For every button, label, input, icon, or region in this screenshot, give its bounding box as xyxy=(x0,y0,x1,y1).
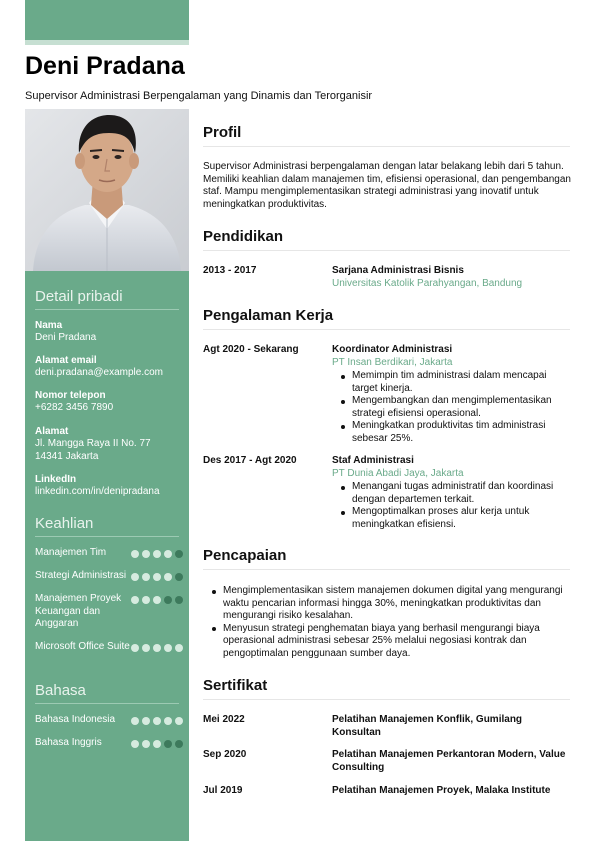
section-heading-certificates: Sertifikat xyxy=(203,677,268,694)
rating-dot-empty xyxy=(175,740,183,748)
certificate-title: Pelatihan Manajemen Perkantoran Modern, Value Consulting xyxy=(332,749,566,773)
list-item: Meningkatkan produktivitas tim administrasi sebesar 25%. xyxy=(332,420,572,445)
rating-dot-filled xyxy=(153,550,161,558)
skill-rating xyxy=(131,550,183,558)
rating-dot-filled xyxy=(153,596,161,604)
list-item: Memimpin tim administrasi dalam mencapai target kinerja. xyxy=(332,370,572,395)
rating-dot-filled xyxy=(153,740,161,748)
rating-dot-empty xyxy=(164,740,172,748)
field-label-email: Alamat email xyxy=(35,355,97,366)
rating-dot-filled xyxy=(164,573,172,581)
education-date: 2013 - 2017 xyxy=(203,265,257,276)
skill-name: Microsoft Office Suite xyxy=(35,641,130,652)
header-accent-block xyxy=(25,0,189,40)
section-divider xyxy=(203,146,570,147)
profile-photo xyxy=(25,109,189,271)
education-institution: Universitas Katolik Parahyangan, Bandung xyxy=(332,278,523,289)
rating-dot-filled xyxy=(131,644,139,652)
languages-divider xyxy=(35,703,179,704)
section-divider xyxy=(203,699,570,700)
experience-company: PT Dunia Abadi Jaya, Jakarta xyxy=(332,468,464,479)
language-name: Bahasa Inggris xyxy=(35,737,102,748)
field-value-name: Deni Pradana xyxy=(35,332,97,343)
skill-rating xyxy=(131,573,183,581)
section-heading-achievements: Pencapaian xyxy=(203,547,287,564)
language-rating xyxy=(131,717,183,725)
rating-dot-filled xyxy=(153,573,161,581)
rating-dot-filled xyxy=(164,644,172,652)
section-divider xyxy=(203,329,570,330)
language-rating xyxy=(131,740,183,748)
certificate-date: Mei 2022 xyxy=(203,714,245,725)
rating-dot-filled xyxy=(131,740,139,748)
certificate-title: Pelatihan Manajemen Konflik, Gumilang Konsultan xyxy=(332,714,523,738)
skills-heading: Keahlian xyxy=(35,515,94,532)
certificate-date: Jul 2019 xyxy=(203,785,243,796)
skill-rating xyxy=(131,644,183,652)
education-degree: Sarjana Administrasi Bisnis xyxy=(332,265,464,276)
rating-dot-filled xyxy=(142,550,150,558)
list-item: Menangani tugas administratif dan koordinasi dengan departemen terkait. xyxy=(332,481,572,506)
achievements-list xyxy=(203,585,571,660)
rating-dot-filled xyxy=(131,550,139,558)
rating-dot-filled xyxy=(131,596,139,604)
rating-dot-filled xyxy=(142,644,150,652)
rating-dot-filled xyxy=(142,740,150,748)
personal-details-heading: Detail pribadi xyxy=(35,288,123,305)
rating-dot-empty xyxy=(175,550,183,558)
rating-dot-filled xyxy=(142,573,150,581)
experience-company: PT Insan Berdikari, Jakarta xyxy=(332,357,453,368)
rating-dot-empty xyxy=(175,596,183,604)
field-value-phone: +6282 3456 7890 xyxy=(35,402,114,413)
list-item: Mengembangkan dan mengimplementasikan strategi efisiensi operasional. xyxy=(332,395,572,420)
experience-date: Des 2017 - Agt 2020 xyxy=(203,455,297,466)
personal-details-divider xyxy=(35,309,179,310)
field-label-linkedin: LinkedIn xyxy=(35,474,77,485)
candidate-tagline: Supervisor Administrasi Berpengalaman yang Dinamis dan Terorganisir xyxy=(25,90,373,102)
profile-summary: Supervisor Administrasi berpengalaman dengan latar belakang lebih dari 5 tahun. Memiliki keahlian dalam manajemen tim, efisiensi operasional, dan pengembangan staf. Mampu mengimplementasikan strategi administrasi yang inovatif untuk meningkatkan produktivitas. xyxy=(203,161,571,210)
rating-dot-filled xyxy=(175,717,183,725)
skill-name: Manajemen Tim xyxy=(35,547,107,558)
skills-divider xyxy=(35,536,179,537)
field-label-phone: Nomor telepon xyxy=(35,390,106,401)
experience-bullets xyxy=(332,481,572,531)
certificate-date: Sep 2020 xyxy=(203,749,247,760)
section-heading-experience: Pengalaman Kerja xyxy=(203,307,334,324)
field-label-name: Nama xyxy=(35,320,63,331)
skill-name: Manajemen Proyek Keuangan dan Anggaran xyxy=(35,593,122,629)
section-heading-profile: Profil xyxy=(203,124,242,141)
skill-rating xyxy=(131,596,183,604)
certificate-title: Pelatihan Manajemen Proyek, Malaka Institute xyxy=(332,785,551,796)
section-divider xyxy=(203,250,570,251)
list-item: Mengimplementasikan sistem manajemen dokumen digital yang mengurangi waktu pencarian informasi hingga 30%, meningkatkan produktivitas dan mengurangi risiko kesalahan. xyxy=(203,585,571,623)
candidate-name: Deni Pradana xyxy=(25,52,185,80)
list-item: Mengoptimalkan proses alur kerja untuk meningkatkan efisiensi. xyxy=(332,506,572,531)
languages-heading: Bahasa xyxy=(35,682,86,699)
rating-dot-filled xyxy=(153,644,161,652)
rating-dot-filled xyxy=(142,596,150,604)
list-item: Menyusun strategi penghematan biaya yang berhasil mengurangi biaya operasional administrasi sebesar 25% melalui negosiasi kontrak dan pengoptimalan penggunaan sumber daya. xyxy=(203,623,571,661)
rating-dot-filled xyxy=(175,644,183,652)
rating-dot-filled xyxy=(142,717,150,725)
experience-role: Staf Administrasi xyxy=(332,455,414,466)
skill-name: Strategi Administrasi xyxy=(35,570,127,581)
language-name: Bahasa Indonesia xyxy=(35,714,116,725)
experience-date: Agt 2020 - Sekarang xyxy=(203,344,299,355)
section-divider xyxy=(203,569,570,570)
rating-dot-empty xyxy=(175,573,183,581)
field-label-address: Alamat xyxy=(35,426,69,437)
header-accent-strip xyxy=(25,40,189,45)
rating-dot-empty xyxy=(164,596,172,604)
rating-dot-filled xyxy=(164,550,172,558)
rating-dot-filled xyxy=(131,717,139,725)
rating-dot-filled xyxy=(131,573,139,581)
rating-dot-filled xyxy=(153,717,161,725)
section-heading-education: Pendidikan xyxy=(203,228,284,245)
rating-dot-filled xyxy=(164,717,172,725)
experience-bullets xyxy=(332,370,572,445)
field-value-email: deni.pradana@example.com xyxy=(35,367,164,378)
sidebar xyxy=(25,109,189,841)
field-value-linkedin: linkedin.com/in/denipradana xyxy=(35,486,160,497)
experience-role: Koordinator Administrasi xyxy=(332,344,453,355)
field-value-address: Jl. Mangga Raya II No. 77 14341 Jakarta xyxy=(35,438,151,462)
